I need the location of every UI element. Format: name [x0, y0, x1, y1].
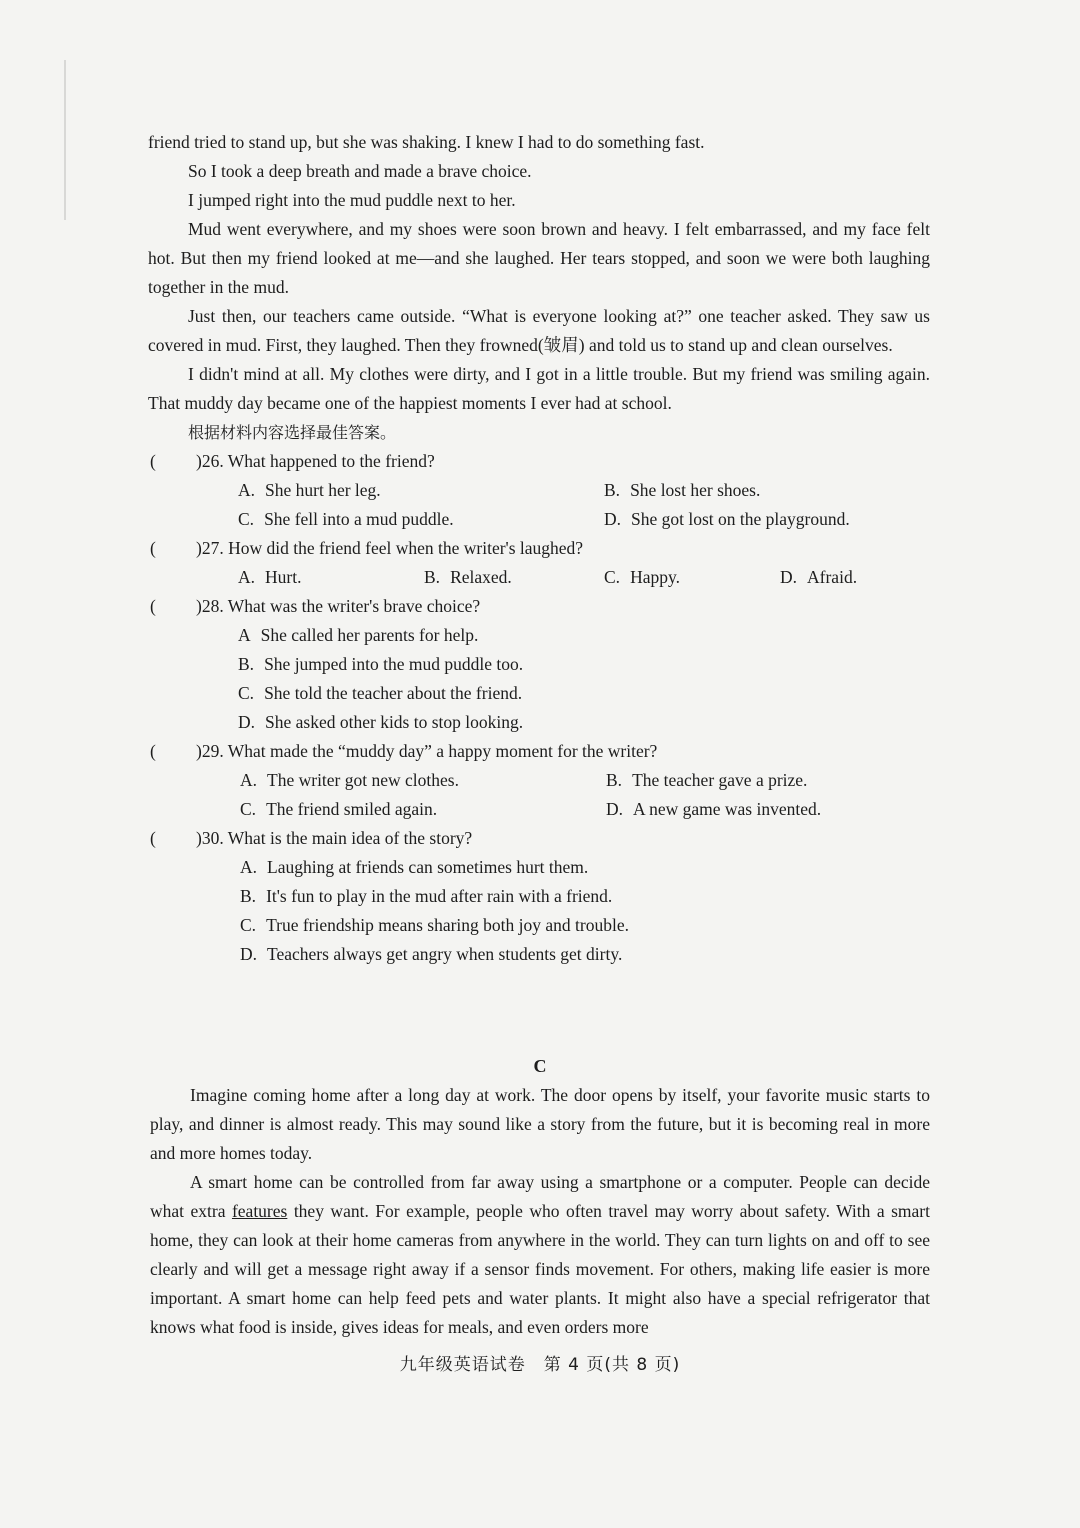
option-d: D. Afraid.	[780, 567, 858, 587]
answer-blank[interactable]: (	[150, 596, 156, 616]
question-stem: )30. What is the main idea of the story?	[196, 828, 473, 848]
option-row	[148, 505, 930, 534]
option-c: C. The friend smiled again.	[240, 799, 438, 819]
paragraph: Mud went everywhere, and my shoes were soon brown and heavy. I felt embarrassed, and my face felt hot. But then my friend looked at me—and she laughed. Her tears stopped, and soon we were both laughing together in the mud.	[148, 219, 930, 297]
question-27	[148, 534, 930, 563]
paragraph: friend tried to stand up, but she was shaking. I knew I had to do something fast.	[148, 132, 705, 152]
paragraph: I didn't mind at all. My clothes were dirty, and I got in a little trouble. But my friend was smiling again. That muddy day became one of the happiest moments I ever had at school.	[148, 364, 930, 413]
paragraph: Imagine coming home after a long day at work. The door opens by itself, your favorite music starts to play, and dinner is almost ready. This may sound like a story from the future, but it is becoming real in more and more homes today.	[150, 1085, 930, 1163]
option-row	[148, 766, 930, 795]
question-stem: )29. What made the “muddy day” a happy moment for the writer?	[196, 741, 658, 761]
option-a: A. Laughing at friends can sometimes hurt them.	[240, 857, 589, 877]
option-d: D. A new game was invented.	[606, 799, 822, 819]
option-row	[148, 853, 930, 882]
option-row	[148, 795, 930, 824]
paragraph: I jumped right into the mud puddle next to her.	[188, 190, 516, 210]
section-heading: C	[533, 1056, 547, 1076]
option-c: C. She told the teacher about the friend.	[238, 683, 523, 703]
option-row	[148, 563, 930, 592]
paragraph: So I took a deep breath and made a brave choice.	[188, 161, 532, 181]
passage-b	[148, 128, 930, 969]
option-d: D. She got lost on the playground.	[604, 509, 850, 529]
answer-blank[interactable]: (	[150, 451, 156, 471]
option-c: C. She fell into a mud puddle.	[238, 509, 454, 529]
scan-edge-mark	[64, 60, 66, 220]
question-stem: )28. What was the writer's brave choice?	[196, 596, 481, 616]
question-stem: )26. What happened to the friend?	[196, 451, 435, 471]
question-28	[148, 592, 930, 621]
page-footer: 九年级英语试卷 第 4 页(共 8 页)	[399, 1355, 681, 1375]
question-26	[148, 447, 930, 476]
answer-blank[interactable]: (	[150, 828, 156, 848]
option-row	[148, 940, 930, 969]
question-stem: )27. How did the friend feel when the writer's laughed?	[196, 538, 584, 558]
option-d: D. She asked other kids to stop looking.	[238, 712, 524, 732]
option-row	[148, 621, 930, 650]
option-b: B. She lost her shoes.	[604, 480, 761, 500]
option-d: D. Teachers always get angry when students get dirty.	[240, 944, 623, 964]
option-row	[148, 650, 930, 679]
option-row	[148, 476, 930, 505]
option-row	[148, 911, 930, 940]
question-30	[148, 824, 930, 853]
paragraph: A smart home can be controlled from far away using a smartphone or a computer. People can decide what extra features they want. For example, people who often travel may worry about safety. With a smart home, they can look at their home cameras from anywhere in the world. They can turn lights on and off to see clearly and will get a message right away if a sensor finds movement. For others, making life easier is more important. A smart home can help feed pets and water plants. It might also have a special refrigerator that knows what food is inside, gives ideas for meals, and even orders more	[150, 1172, 930, 1337]
option-row	[148, 708, 930, 737]
option-a: A. She hurt her leg.	[238, 480, 381, 500]
instruction: 根据材料内容选择最佳答案。	[188, 423, 397, 442]
option-b: B. Relaxed.	[424, 567, 512, 587]
underlined-word: features	[231, 1201, 288, 1221]
option-row	[148, 882, 930, 911]
answer-blank[interactable]: (	[150, 741, 156, 761]
passage-c	[150, 1052, 930, 1342]
option-b: B. She jumped into the mud puddle too.	[238, 654, 524, 674]
question-29	[148, 737, 930, 766]
option-row	[148, 679, 930, 708]
option-c: C. Happy.	[604, 567, 680, 587]
option-b: B. The teacher gave a prize.	[606, 770, 808, 790]
option-a: A. The writer got new clothes.	[240, 770, 459, 790]
option-c: C. True friendship means sharing both joy and trouble.	[240, 915, 629, 935]
paragraph: Just then, our teachers came outside. “What is everyone looking at?” one teacher asked. They saw us covered in mud. First, they laughed. Then they frowned(皱眉) and told us to stand up and clean ourselves.	[148, 306, 930, 355]
answer-blank[interactable]: (	[150, 538, 156, 558]
option-a: A She called her parents for help.	[238, 625, 479, 645]
option-b: B. It's fun to play in the mud after rain with a friend.	[240, 886, 613, 906]
option-a: A. Hurt.	[238, 567, 302, 587]
